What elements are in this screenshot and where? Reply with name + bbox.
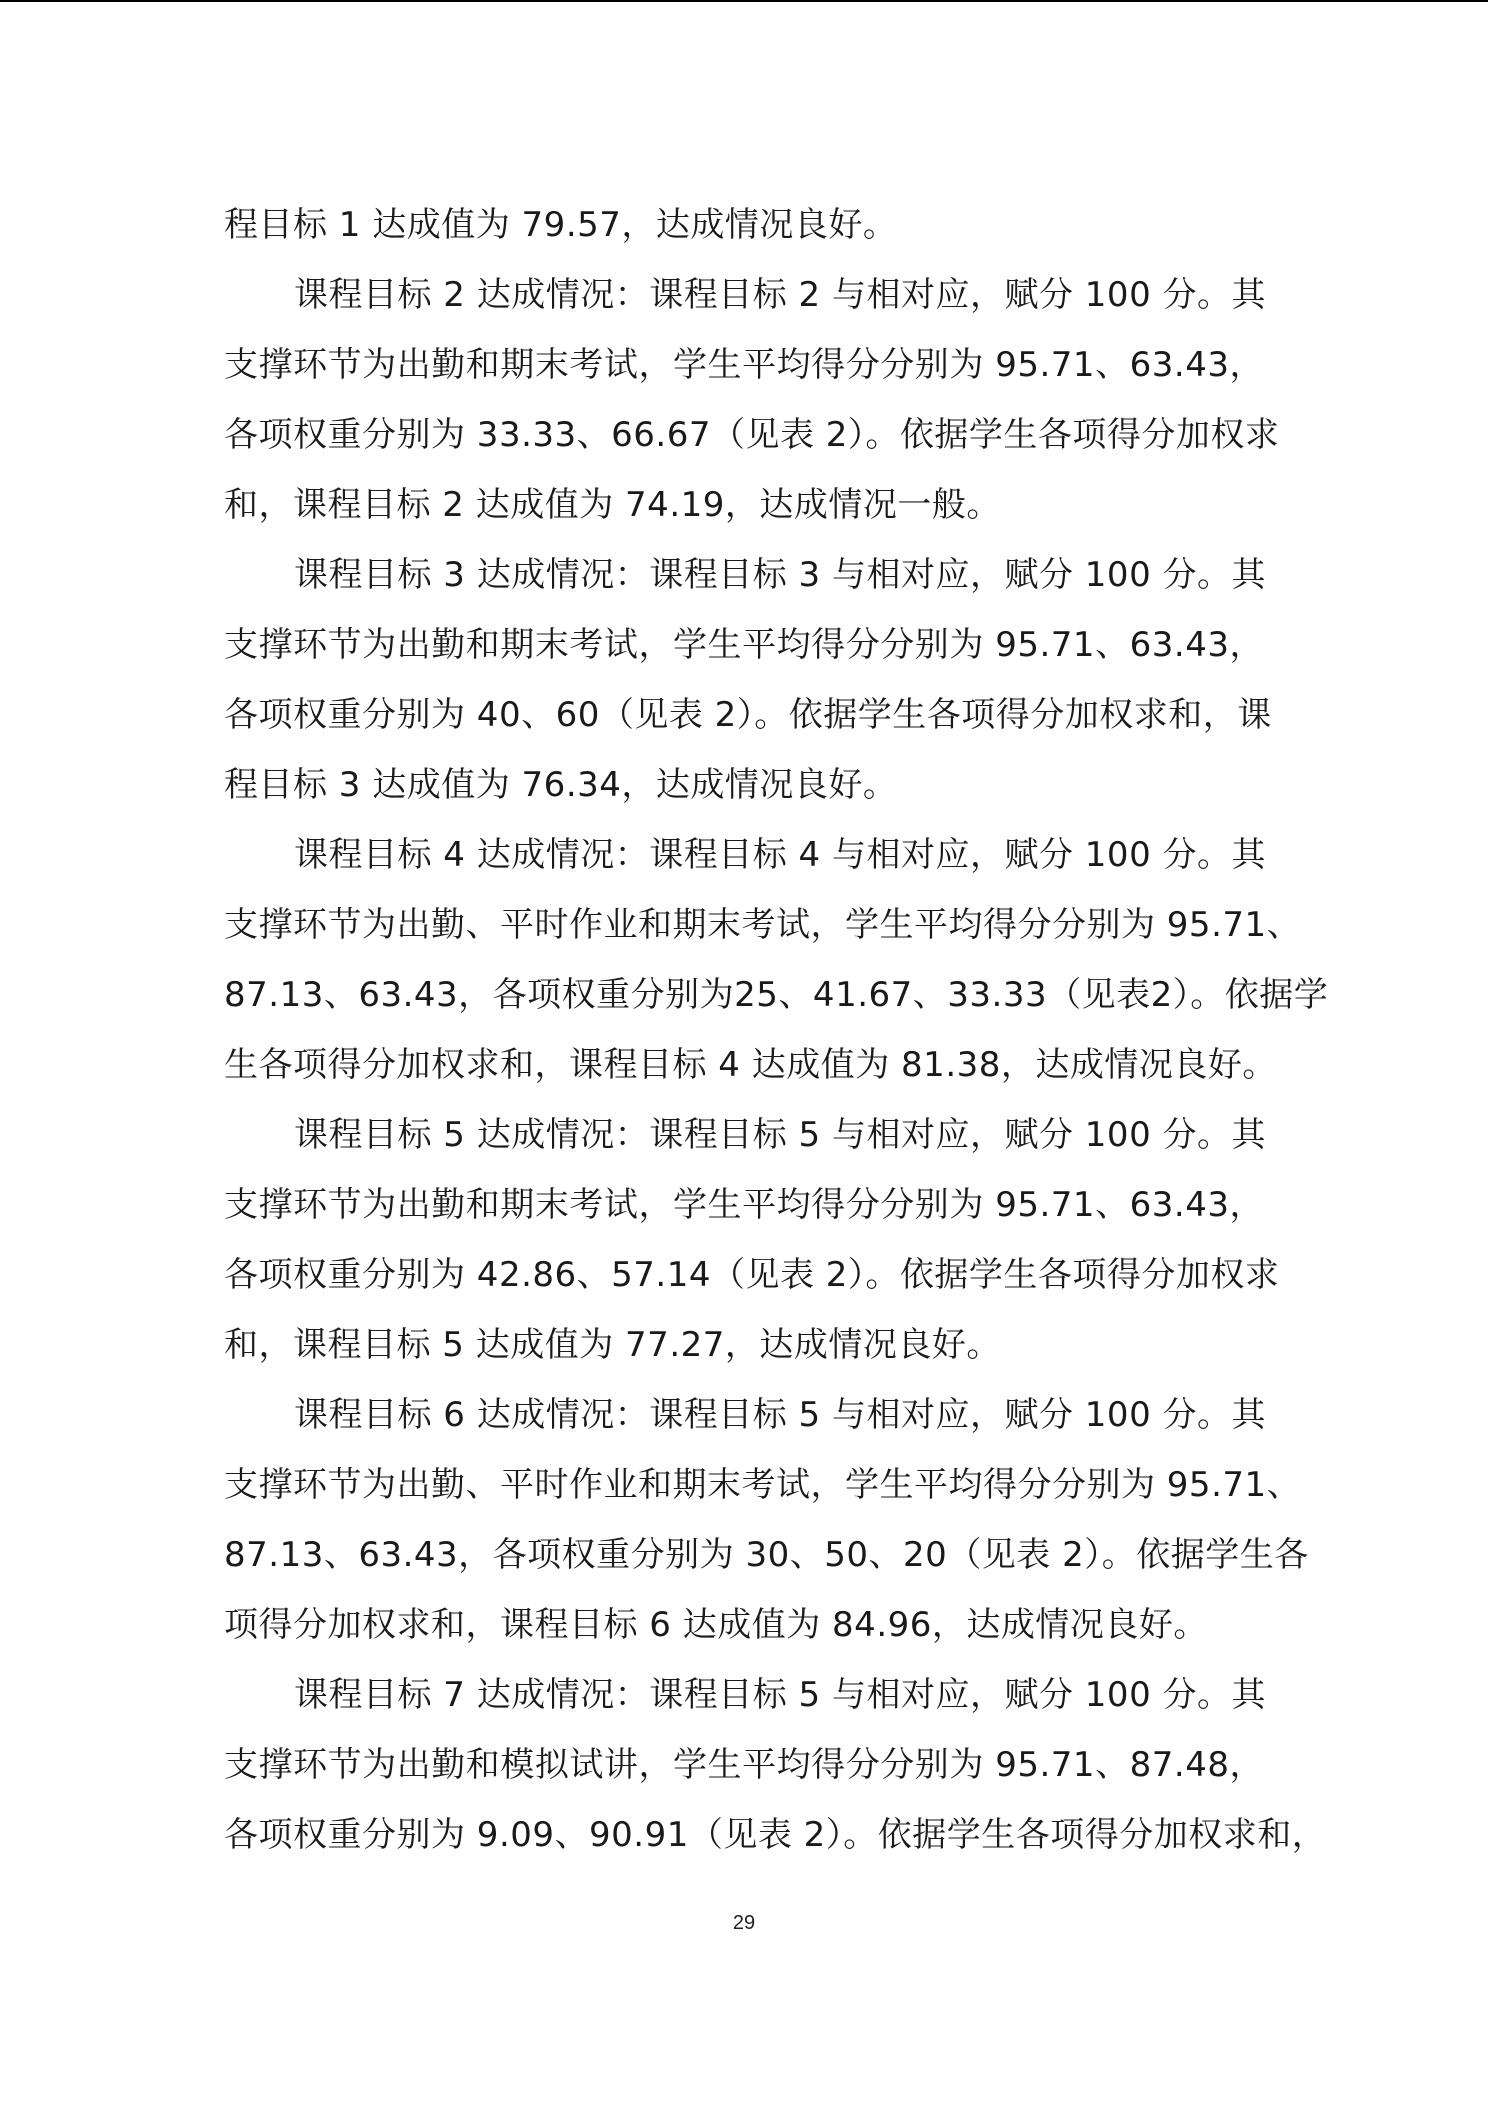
- text-line: 87.13、63.43，各项权重分别为 30、50、20（见表 2）。依据学生各: [224, 1535, 1309, 1575]
- text-line: 课程目标 5 达成情况：课程目标 5 与相对应，赋分 100 分。其: [294, 1115, 1267, 1155]
- text-line: 课程目标 3 达成情况：课程目标 3 与相对应，赋分 100 分。其: [294, 555, 1267, 595]
- text-line: 和，课程目标 5 达成值为 77.27，达成情况良好。: [224, 1325, 1001, 1365]
- paragraph-goal-2: [224, 260, 1280, 540]
- text-line: 支撑环节为出勤和期末考试，学生平均得分分别为 95.71、63.43，: [224, 1185, 1264, 1225]
- paragraph-goal-4: [224, 820, 1329, 1100]
- text-line: 支撑环节为出勤和期末考试，学生平均得分分别为 95.71、63.43，: [224, 625, 1264, 665]
- text-line: 支撑环节为出勤和模拟试讲，学生平均得分分别为 95.71、87.48，: [224, 1745, 1264, 1785]
- paragraph-goal-7: [224, 1660, 1327, 1870]
- text-line: 程目标 1 达成值为 79.57，达成情况良好。: [224, 205, 898, 245]
- text-line: 项得分加权求和，课程目标 6 达成值为 84.96，达成情况良好。: [224, 1605, 1208, 1645]
- page-number: 29: [732, 1912, 756, 1934]
- text-line: 各项权重分别为 42.86、57.14（见表 2）。依据学生各项得分加权求: [224, 1255, 1280, 1295]
- text-line: 课程目标 7 达成情况：课程目标 5 与相对应，赋分 100 分。其: [294, 1675, 1267, 1715]
- text-line: 支撑环节为出勤、平时作业和期末考试，学生平均得分分别为 95.71、: [224, 1465, 1302, 1505]
- text-line: 课程目标 6 达成情况：课程目标 5 与相对应，赋分 100 分。其: [294, 1395, 1267, 1435]
- paragraph-goal-1-continued: [224, 190, 1264, 260]
- text-line: 程目标 3 达成值为 76.34，达成情况良好。: [224, 765, 898, 805]
- text-line: 生各项得分加权求和，课程目标 4 达成值为 81.38，达成情况良好。: [224, 1045, 1277, 1085]
- text-line: 支撑环节为出勤、平时作业和期末考试，学生平均得分分别为 95.71、: [224, 905, 1302, 945]
- page-top-border: [0, 0, 1488, 2]
- text-line: 课程目标 2 达成情况：课程目标 2 与相对应，赋分 100 分。其: [294, 275, 1267, 315]
- paragraph-goal-6: [224, 1380, 1309, 1660]
- paragraph-goal-3: [224, 540, 1272, 820]
- text-line: 87.13、63.43，各项权重分别为25、41.67、33.33（见表2）。依据学: [224, 975, 1329, 1015]
- text-line: 支撑环节为出勤和期末考试，学生平均得分分别为 95.71、63.43，: [224, 345, 1264, 385]
- text-line: 课程目标 4 达成情况：课程目标 4 与相对应，赋分 100 分。其: [294, 835, 1267, 875]
- text-line: 各项权重分别为 33.33、66.67（见表 2）。依据学生各项得分加权求: [224, 415, 1280, 455]
- text-line: 各项权重分别为 9.09、90.91（见表 2）。依据学生各项得分加权求和，: [224, 1815, 1327, 1855]
- document-body: [224, 190, 1329, 1870]
- text-line: 各项权重分别为 40、60（见表 2）。依据学生各项得分加权求和，课: [224, 695, 1272, 735]
- text-line: 和，课程目标 2 达成值为 74.19，达成情况一般。: [224, 485, 1001, 525]
- paragraph-goal-5: [224, 1100, 1280, 1380]
